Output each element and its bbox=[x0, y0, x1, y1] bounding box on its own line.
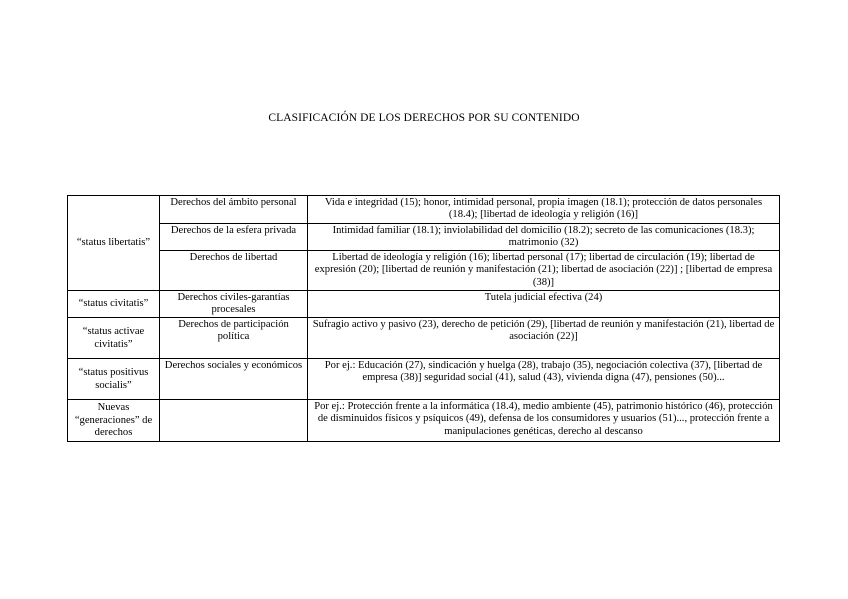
content-cell: Intimidad familiar (18.1); inviolabilidad del domicilio (18.2); secreto de las comunicaciones (18.3); matrimonio (32) bbox=[308, 224, 780, 251]
table-row bbox=[68, 400, 780, 442]
category-cell: Derechos de participación política bbox=[160, 318, 308, 359]
table-row bbox=[68, 251, 780, 291]
content-cell: Tutela judicial efectiva (24) bbox=[308, 291, 780, 318]
table-row bbox=[68, 359, 780, 400]
category-cell: Derechos sociales y económicos bbox=[160, 359, 308, 400]
document-title: CLASIFICACIÓN DE LOS DERECHOS POR SU CONTENIDO bbox=[268, 112, 580, 124]
status-nuevas-cell: Nuevas “generaciones” de derechos bbox=[68, 400, 160, 442]
category-cell: Derechos del ámbito personal bbox=[160, 196, 308, 224]
status-libertatis-cell: “status libertatis” bbox=[68, 196, 160, 291]
category-cell bbox=[160, 400, 308, 442]
table-row bbox=[68, 224, 780, 251]
category-cell: Derechos de la esfera privada bbox=[160, 224, 308, 251]
table-row bbox=[68, 196, 780, 224]
content-cell: Por ej.: Educación (27), sindicación y huelga (28), trabajo (35), negociación colectiva (37), [libertad de empresa (38)] seguridad social (41), salud (43), vivienda digna (47), pensiones (50)... bbox=[308, 359, 780, 400]
content-cell: Vida e integridad (15); honor, intimidad personal, propia imagen (18.1); protección de datos personales (18.4); [libertad de ideología y religión (16)] bbox=[308, 196, 780, 224]
content-cell: Por ej.: Protección frente a la informática (18.4), medio ambiente (45), patrimonio histórico (46), protección de disminuidos físicos y psíquicos (49), defensa de los consumidores y usuarios (51)..., protección frente a manipulaciones genéticas, derecho al descanso bbox=[308, 400, 780, 442]
category-cell: Derechos civiles-garantías procesales bbox=[160, 291, 308, 318]
category-cell: Derechos de libertad bbox=[160, 251, 308, 291]
content-cell: Libertad de ideología y religión (16); libertad personal (17); libertad de circulación (19); libertad de expresión (20); [libertad de reunión y manifestación (21); libertad de asociación (22)] ; [libertad de empresa (38)] bbox=[308, 251, 780, 291]
table-row bbox=[68, 318, 780, 359]
status-positivus-cell: “status positivus socialis” bbox=[68, 359, 160, 400]
content-cell: Sufragio activo y pasivo (23), derecho de petición (29), [libertad de reunión y manifestación (21), libertad de asociación (22)] bbox=[308, 318, 780, 359]
status-civitatis-cell: “status civitatis” bbox=[68, 291, 160, 318]
rights-classification-table bbox=[67, 195, 780, 442]
table-row bbox=[68, 291, 780, 318]
status-activae-cell: “status activae civitatis” bbox=[68, 318, 160, 359]
